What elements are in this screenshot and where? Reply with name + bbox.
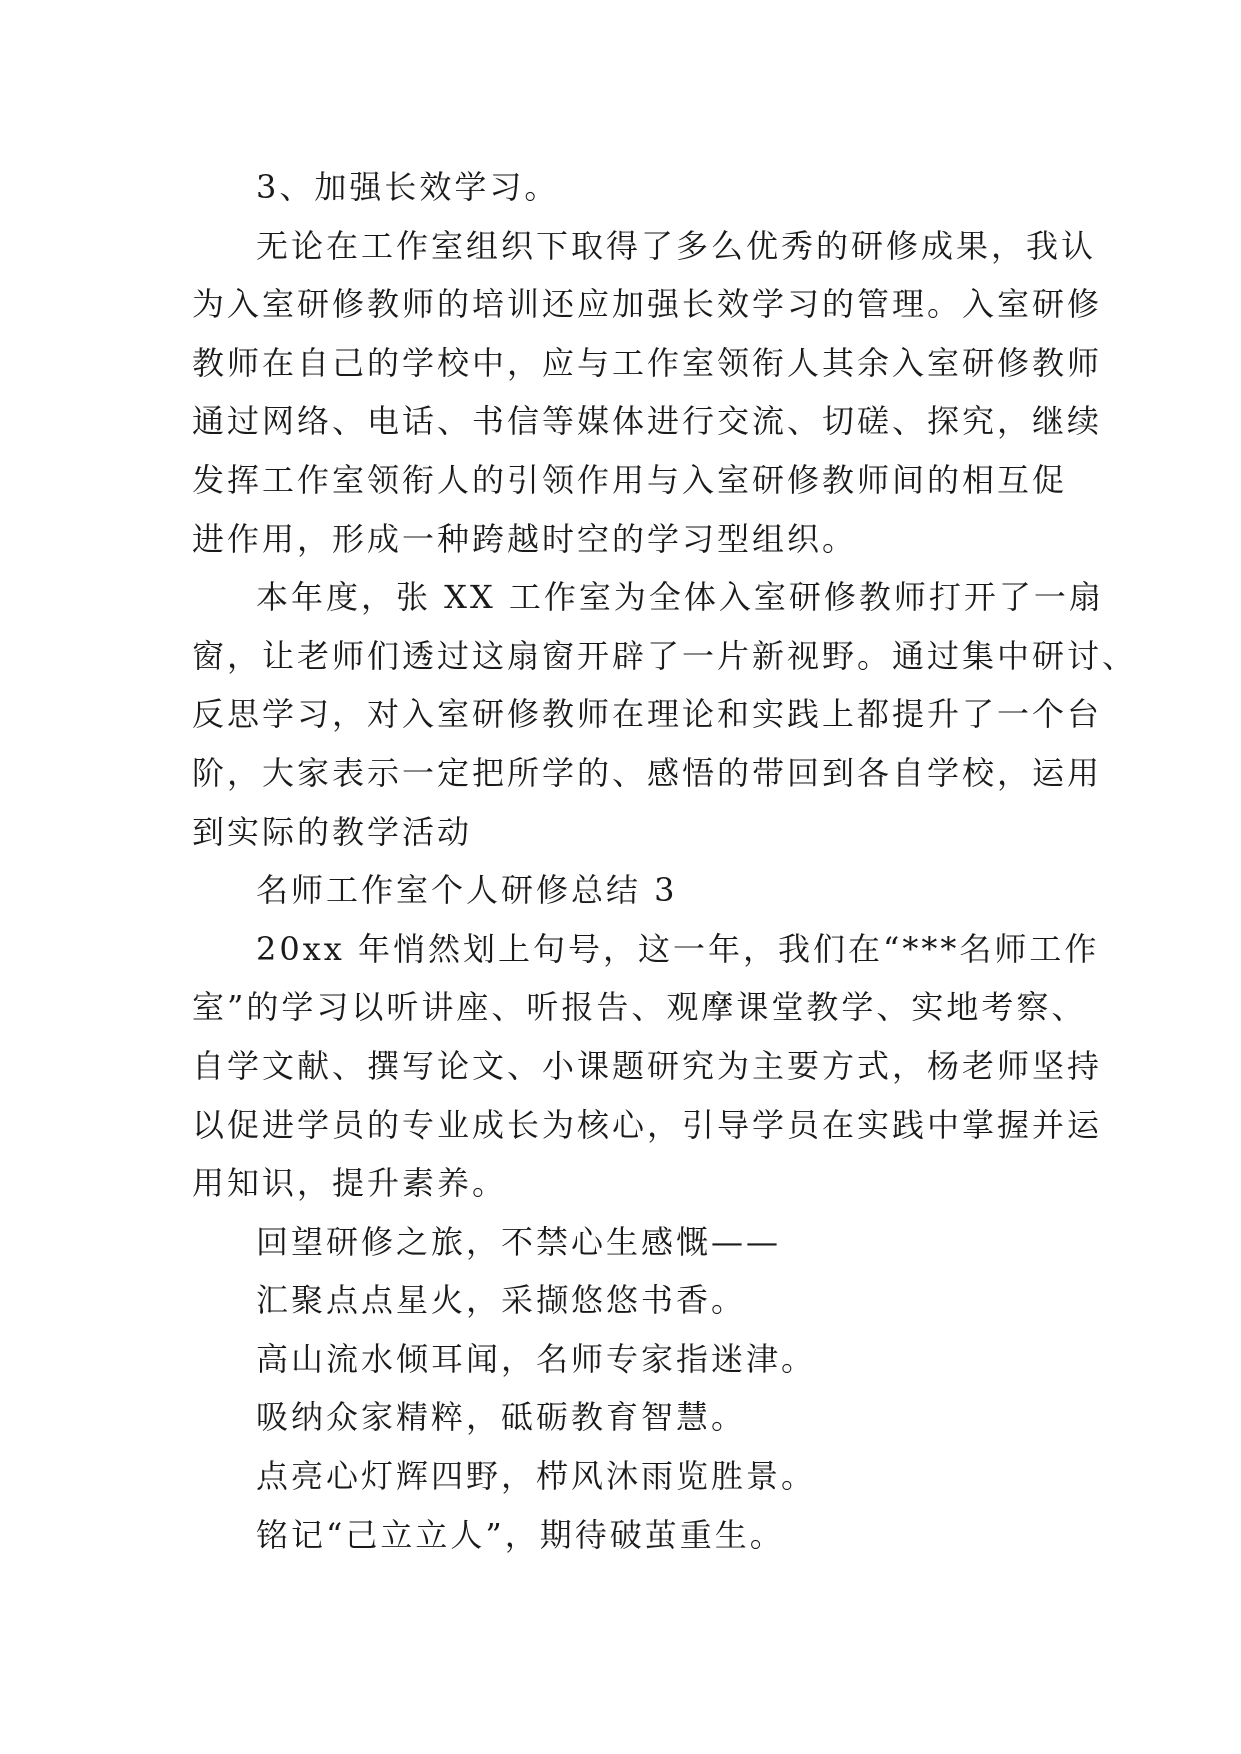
paragraph-line: 为入室研修教师的培训还应加强长效学习的管理。入室研修 <box>192 285 1103 324</box>
paragraph-line: 自学文献、撰写论文、小课题研究为主要方式，杨老师坚持 <box>192 1046 1103 1085</box>
paragraph-line: 反思学习，对入室研修教师在理论和实践上都提升了一个台 <box>192 695 1103 734</box>
paragraph-line: 本年度，张 XX 工作室为全体入室研修教师打开了一扇 <box>256 578 1104 617</box>
verse-line: 高山流水倾耳闻，名师专家指迷津。 <box>256 1339 817 1378</box>
section-title: 名师工作室个人研修总结 3 <box>256 871 678 910</box>
paragraph-line: 室”的学习以听讲座、听报告、观摩课堂教学、实地考察、 <box>192 988 1087 1027</box>
paragraph-line: 20xx 年悄然划上句号，这一年，我们在“***名师工作 <box>256 929 1100 968</box>
paragraph-line: 通过网络、电话、书信等媒体进行交流、切磋、探究，继续 <box>192 402 1103 441</box>
verse-line: 点亮心灯辉四野，栉风沐雨览胜景。 <box>256 1457 817 1496</box>
paragraph-line: 窗，让老师们透过这扇窗开辟了一片新视野。通过集中研讨、 <box>192 636 1138 675</box>
verse-line: 吸纳众家精粹，砥砺教育智慧。 <box>256 1398 747 1437</box>
verse-line: 铭记“己立立人”，期待破茧重生。 <box>256 1515 785 1554</box>
paragraph-line: 进作用，形成一种跨越时空的学习型组织。 <box>192 519 858 558</box>
document-body <box>192 158 1138 1564</box>
paragraph-line: 用知识，提升素养。 <box>192 1164 508 1203</box>
section-heading: 3、加强长效学习。 <box>256 168 560 206</box>
verse-line: 汇聚点点星火，采撷悠悠书香。 <box>256 1281 747 1320</box>
verse-line: 回望研修之旅，不禁心生感慨—— <box>256 1222 782 1261</box>
paragraph-line: 以促进学员的专业成长为核心，引导学员在实践中掌握并运 <box>192 1105 1103 1144</box>
paragraph-line: 发挥工作室领衔人的引领作用与入室研修教师间的相互促 <box>192 460 1068 499</box>
paragraph-line: 教师在自己的学校中，应与工作室领衔人其余入室研修教师 <box>192 343 1103 382</box>
paragraph-line: 无论在工作室组织下取得了多么优秀的研修成果，我认 <box>256 226 1097 265</box>
paragraph-line: 阶，大家表示一定把所学的、感悟的带回到各自学校，运用 <box>192 753 1103 792</box>
paragraph-line: 到实际的教学活动 <box>192 812 473 851</box>
